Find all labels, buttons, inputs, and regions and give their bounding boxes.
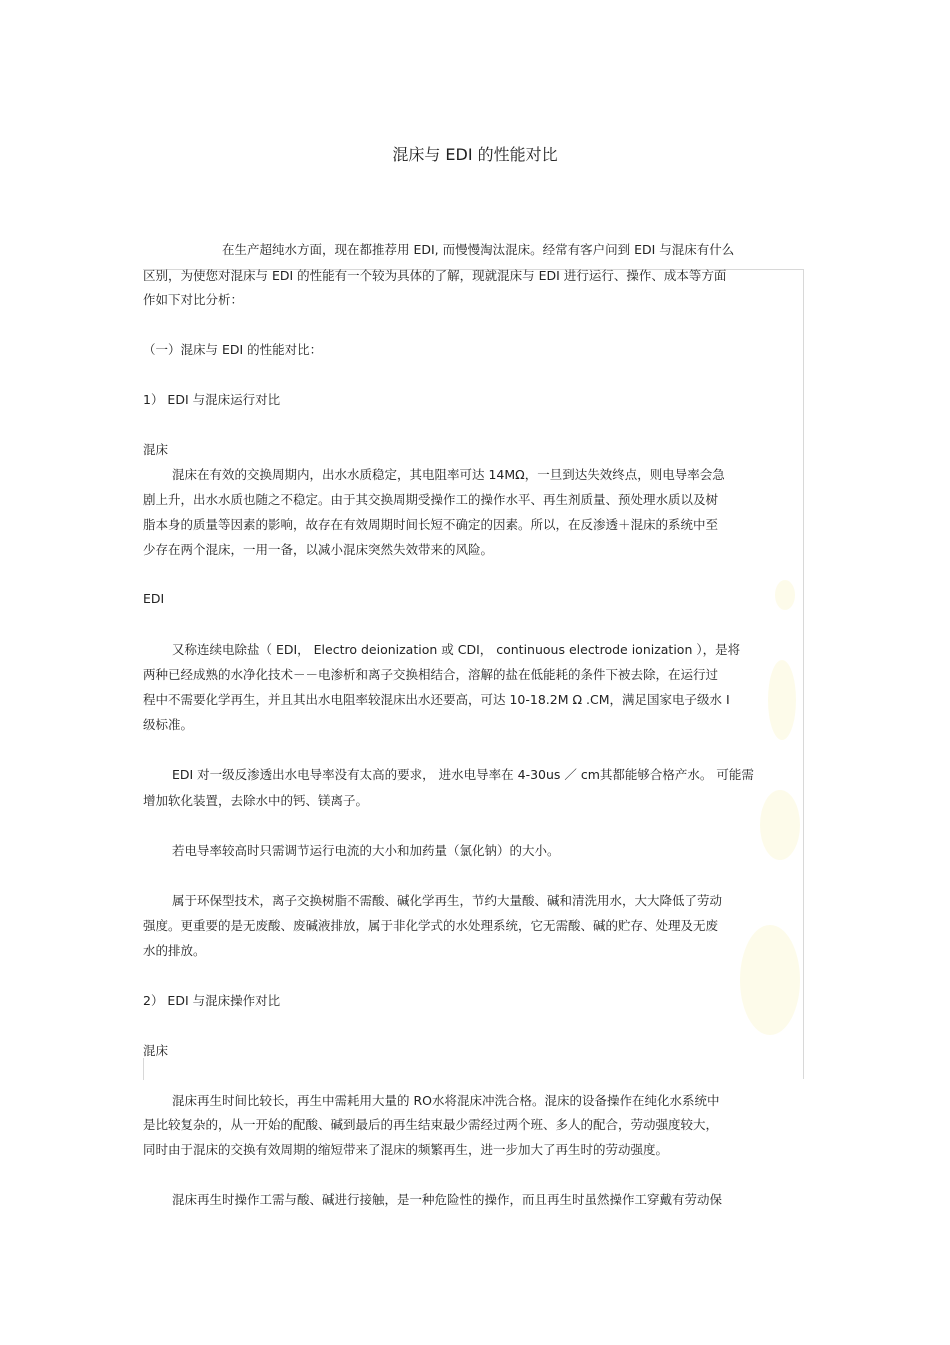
paragraph-line: 若电导率较高时只需调节运行电流的大小和加药量（氯化钠）的大小。 xyxy=(172,843,560,858)
subsection-heading: 1） EDI 与混床运行对比 xyxy=(143,392,281,407)
page-frame-left-line xyxy=(143,1058,144,1080)
paragraph-line: 同时由于混床的交换有效周期的缩短带来了混床的频繁再生，进一步加大了再生时的劳动强度。 xyxy=(143,1142,669,1157)
subheading-label: 混床 xyxy=(143,1043,169,1058)
paragraph-line: 少存在两个混床，一用一备，以减小混床突然失效带来的风险。 xyxy=(143,542,494,557)
paragraph-line: 又称连续电除盐（ EDI， Electro deionization 或 CDI， continuous electrode ionization ），是将 xyxy=(172,642,741,657)
subheading-label: EDI xyxy=(143,591,165,606)
paper-smudge xyxy=(775,580,795,610)
paragraph-line: 水的排放。 xyxy=(143,943,206,958)
paragraph-line: 混床再生时间比较长，再生中需耗用大量的 RO水将混床冲洗合格。混床的设备操作在纯化水系统中 xyxy=(172,1093,720,1108)
paragraph-line: 属于环保型技术，离子交换树脂不需酸、碱化学再生，节约大量酸、碱和清洗用水，大大降低了劳动 xyxy=(172,893,723,908)
paper-smudge xyxy=(760,790,800,860)
paper-smudge xyxy=(740,925,800,1035)
paragraph-line: 在生产超纯水方面，现在都推荐用 EDI, 而慢慢淘汰混床。经常有客户问到 EDI 与混床有什么 xyxy=(222,242,735,257)
paragraph-line: 脂本身的质量等因素的影响，故存在有效周期时间长短不确定的因素。所以，在反渗透＋混床的系统中至 xyxy=(143,517,719,532)
paragraph-line: 强度。更重要的是无废酸、废碱液排放，属于非化学式的水处理系统，它无需酸、碱的贮存、处理及无废 xyxy=(143,918,719,933)
paragraph-line: 混床在有效的交换周期内，出水水质稳定，其电阻率可达 14MΩ，一旦到达失效终点，则电导率会急 xyxy=(172,467,725,482)
paragraph-line: 两种已经成熟的水净化技术－－电渗析和离子交换相结合，溶解的盐在低能耗的条件下被去除，在运行过 xyxy=(143,667,719,682)
paragraph-line: EDI 对一级反渗透出水电导率没有太高的要求， 进水电导率在 4-30us ／ cm其都能够合格产水。 可能需 xyxy=(172,767,754,782)
paragraph-line: 混床再生时操作工需与酸、碱进行接触，是一种危险性的操作，而且再生时虽然操作工穿戴有劳动保 xyxy=(172,1192,723,1207)
paper-smudge xyxy=(768,660,796,740)
paragraph-line: 作如下对比分析： xyxy=(143,292,244,307)
paragraph-line: 增加软化装置，去除水中的钙、镁离子。 xyxy=(143,793,369,808)
subsection-heading: 2） EDI 与混床操作对比 xyxy=(143,993,281,1008)
paragraph-line: 剧上升，出水水质也随之不稳定。由于其交换周期受操作工的操作水平、再生剂质量、预处理水质以及树 xyxy=(143,492,719,507)
document-title: 混床与 EDI 的性能对比 xyxy=(392,145,558,164)
subheading-label: 混床 xyxy=(143,442,169,457)
section-heading: （一）混床与 EDI 的性能对比： xyxy=(143,342,323,357)
paragraph-line: 程中不需要化学再生，并且其出水电阻率较混床出水还要高，可达 10-18.2M Ω .CM，满足国家电子级水 I xyxy=(143,692,730,707)
paragraph-line: 区别，为使您对混床与 EDI 的性能有一个较为具体的了解，现就混床与 EDI 进行运行、操作、成本等方面 xyxy=(143,268,727,283)
paragraph-line: 是比较复杂的，从一开始的配酸、碱到最后的再生结束最少需经过两个班、多人的配合，劳动强度较大， xyxy=(143,1117,719,1132)
paragraph-line: 级标准。 xyxy=(143,717,194,732)
page-frame-right-line xyxy=(803,269,804,1079)
